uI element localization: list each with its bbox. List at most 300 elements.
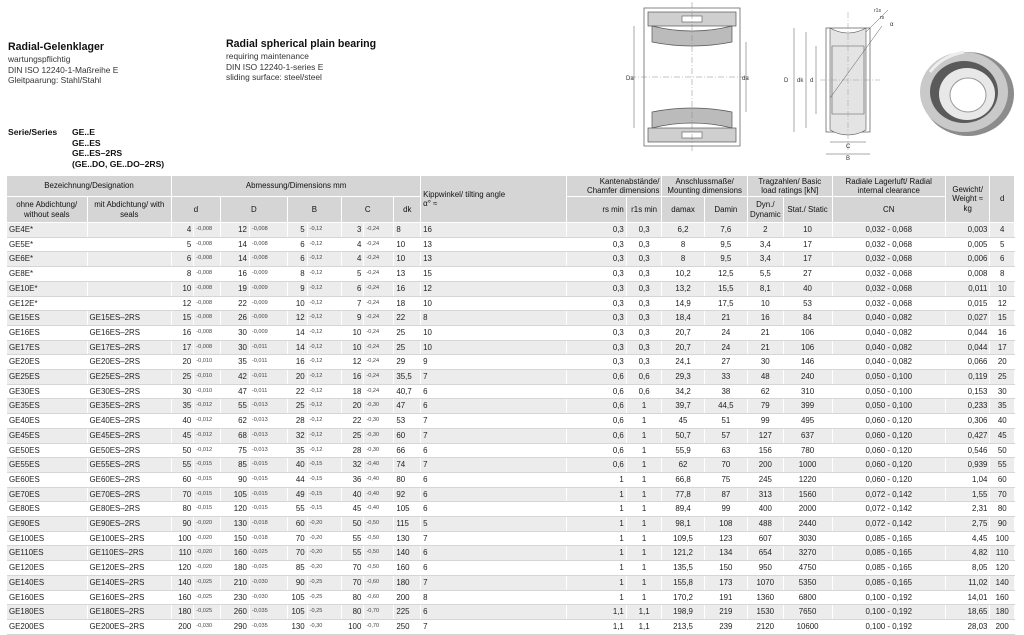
cell-tilt-angle: 6	[421, 502, 567, 517]
cell-dk: 18	[394, 296, 421, 311]
cell-d: 160	[172, 590, 194, 605]
cell-clearance-cn: 0,032 - 0,068	[832, 281, 945, 296]
cell-rs-min: 1	[566, 590, 626, 605]
cell-B-tolerance: -0,12	[307, 399, 341, 414]
cell-rs-min: 1	[566, 531, 626, 546]
cell-d-tolerance: -0,025	[194, 590, 221, 605]
cell-static-load: 310	[783, 384, 832, 399]
cell-B-tolerance: -0,20	[307, 531, 341, 546]
cell-B-tolerance: -0,12	[307, 370, 341, 385]
cell-d-tolerance: -0,020	[194, 561, 221, 576]
cell-d: 6	[172, 252, 194, 267]
cell-rs-min: 1	[566, 517, 626, 532]
cell-D-tolerance: -0,009	[249, 296, 287, 311]
cell-static-load: 4750	[783, 561, 832, 576]
cell-B: 12	[287, 311, 307, 326]
cell-D: 290	[220, 619, 249, 634]
table-row	[7, 237, 1015, 252]
cell-d-end: 90	[990, 517, 1015, 532]
cell-D: 62	[220, 414, 249, 429]
cell-D-tolerance: -0,030	[249, 590, 287, 605]
cell-rs-min: 1	[566, 561, 626, 576]
cell-dynamic-load: 156	[748, 443, 784, 458]
cell-d-tolerance: -0,008	[194, 281, 221, 296]
cell-D: 260	[220, 605, 249, 620]
cell-designation-without-seals: GE30ES	[7, 384, 87, 399]
cell-da-max: 198,9	[662, 605, 704, 620]
dimension-label-Da: Da	[626, 76, 634, 82]
table-row	[7, 252, 1015, 267]
cell-d-end: 45	[990, 428, 1015, 443]
table-row	[7, 267, 1015, 282]
cell-r1s-min: 0,3	[626, 281, 662, 296]
cell-dynamic-load: 1530	[748, 605, 784, 620]
cell-designation-without-seals: GE12E*	[7, 296, 87, 311]
table-row	[7, 340, 1015, 355]
cell-D: 90	[220, 472, 249, 487]
cell-designation-with-seals: GE60ES–2RS	[87, 472, 172, 487]
cell-dynamic-load: 21	[748, 340, 784, 355]
cell-designation-with-seals: GE40ES–2RS	[87, 414, 172, 429]
cell-B-tolerance: -0,12	[307, 414, 341, 429]
cell-C-tolerance: -0,70	[364, 605, 394, 620]
cell-designation-with-seals: GE70ES–2RS	[87, 487, 172, 502]
cell-da-max: 14,9	[662, 296, 704, 311]
bearing-data-table	[7, 176, 1015, 635]
cell-D: 105	[220, 487, 249, 502]
cell-d-tolerance: -0,015	[194, 472, 221, 487]
cell-tilt-angle: 7	[421, 370, 567, 385]
cell-C-tolerance: -0,24	[364, 252, 394, 267]
cell-tilt-angle: 5	[421, 517, 567, 532]
series-value: GE..E	[72, 127, 95, 137]
header-alpha: α° ≈	[423, 199, 438, 208]
cell-designation-without-seals: GE16ES	[7, 325, 87, 340]
cell-rs-min: 0,3	[566, 281, 626, 296]
cell-d-end: 20	[990, 355, 1015, 370]
cell-designation-without-seals: GE4E*	[7, 223, 87, 238]
cell-Da-min: 191	[704, 590, 747, 605]
cell-designation-with-seals	[87, 237, 172, 252]
cell-Da-min: 24	[704, 325, 747, 340]
cell-r1s-min: 0,6	[626, 370, 662, 385]
cell-da-max: 18,4	[662, 311, 704, 326]
header-Da-min: Damin	[704, 197, 747, 223]
cell-d-end: 30	[990, 384, 1015, 399]
cell-clearance-cn: 0,072 - 0,142	[832, 517, 945, 532]
cell-r1s-min: 1	[626, 561, 662, 576]
cell-B-tolerance: -0,12	[307, 340, 341, 355]
cell-r1s-min: 0,3	[626, 252, 662, 267]
cell-d: 200	[172, 619, 194, 634]
cell-B-tolerance: -0,25	[307, 605, 341, 620]
cell-clearance-cn: 0,085 - 0,165	[832, 531, 945, 546]
cell-d: 60	[172, 472, 194, 487]
cell-designation-without-seals: GE140ES	[7, 575, 87, 590]
header-chamfer: Kantenabstände/ Chamfer dimensions	[566, 176, 662, 197]
cell-d-end: 140	[990, 575, 1015, 590]
cell-Da-min: 123	[704, 531, 747, 546]
cell-designation-without-seals: GE35ES	[7, 399, 87, 414]
cell-C: 22	[342, 414, 364, 429]
cell-C: 4	[342, 237, 364, 252]
cell-B-tolerance: -0,15	[307, 502, 341, 517]
cell-rs-min: 0,3	[566, 311, 626, 326]
cell-C: 6	[342, 281, 364, 296]
subtitle-line: DIN ISO 12240-1-Maßreihe E	[8, 64, 119, 75]
cell-clearance-cn: 0,072 - 0,142	[832, 502, 945, 517]
cell-weight: 0,003	[945, 223, 989, 238]
cell-d: 5	[172, 237, 194, 252]
cell-B: 14	[287, 325, 307, 340]
cell-weight: 0,008	[945, 267, 989, 282]
cell-dk: 25	[394, 325, 421, 340]
cell-r1s-min: 1,1	[626, 605, 662, 620]
cell-B: 90	[287, 575, 307, 590]
subtitle-line: sliding surface: steel/steel	[226, 72, 322, 82]
cell-dk: 200	[394, 590, 421, 605]
cell-B-tolerance: -0,15	[307, 487, 341, 502]
table-row	[7, 619, 1015, 634]
cell-d-end: 110	[990, 546, 1015, 561]
table-row	[7, 428, 1015, 443]
cell-B-tolerance: -0,12	[307, 311, 341, 326]
cell-tilt-angle: 12	[421, 281, 567, 296]
cell-d-tolerance: -0,020	[194, 517, 221, 532]
cell-da-max: 50,7	[662, 428, 704, 443]
cell-designation-without-seals: GE70ES	[7, 487, 87, 502]
cell-C: 3	[342, 223, 364, 238]
cell-designation-with-seals: GE50ES–2RS	[87, 443, 172, 458]
cell-d-end: 17	[990, 340, 1015, 355]
cell-B: 8	[287, 267, 307, 282]
cell-D: 30	[220, 340, 249, 355]
cell-dk: 40,7	[394, 384, 421, 399]
cell-r1s-min: 1	[626, 399, 662, 414]
cell-designation-without-seals: GE55ES	[7, 458, 87, 473]
cell-da-max: 10,2	[662, 267, 704, 282]
cell-D-tolerance: -0,015	[249, 487, 287, 502]
cell-static-load: 10600	[783, 619, 832, 634]
cell-dk: 80	[394, 472, 421, 487]
cell-C: 7	[342, 296, 364, 311]
cell-B-tolerance: -0,12	[307, 355, 341, 370]
cell-dk: 53	[394, 414, 421, 429]
cell-dk: 250	[394, 619, 421, 634]
cell-r1s-min: 1	[626, 414, 662, 429]
cell-designation-without-seals: GE20ES	[7, 355, 87, 370]
cell-C-tolerance: -0,40	[364, 472, 394, 487]
cell-weight: 0,153	[945, 384, 989, 399]
cell-Da-min: 9,5	[704, 252, 747, 267]
cell-C: 10	[342, 340, 364, 355]
cell-weight: 0,006	[945, 252, 989, 267]
series-value: GE..ES	[72, 137, 101, 148]
cell-D-tolerance: -0,013	[249, 399, 287, 414]
cell-static-load: 10	[783, 223, 832, 238]
cell-r1s-min: 1	[626, 472, 662, 487]
cell-rs-min: 0,3	[566, 296, 626, 311]
cell-C-tolerance: -0,60	[364, 590, 394, 605]
cell-d: 17	[172, 340, 194, 355]
cell-da-max: 8	[662, 237, 704, 252]
cell-designation-with-seals: GE15ES–2RS	[87, 311, 172, 326]
title-german: Radial-Gelenklager	[8, 41, 104, 53]
cell-Da-min: 173	[704, 575, 747, 590]
cell-designation-without-seals: GE15ES	[7, 311, 87, 326]
cell-d-end: 4	[990, 223, 1015, 238]
cell-designation-without-seals: GE80ES	[7, 502, 87, 517]
cell-weight: 0,233	[945, 399, 989, 414]
cell-r1s-min: 0,3	[626, 223, 662, 238]
cell-d-end: 15	[990, 311, 1015, 326]
cell-static-load: 3270	[783, 546, 832, 561]
cell-C: 25	[342, 428, 364, 443]
cell-D: 19	[220, 281, 249, 296]
cell-d: 8	[172, 267, 194, 282]
cell-da-max: 170,2	[662, 590, 704, 605]
cell-tilt-angle: 9	[421, 355, 567, 370]
cell-Da-min: 15,5	[704, 281, 747, 296]
cell-designation-with-seals: GE110ES–2RS	[87, 546, 172, 561]
header-r1s-min: r1s min	[626, 197, 662, 223]
cell-B: 49	[287, 487, 307, 502]
cell-designation-with-seals: GE100ES–2RS	[87, 531, 172, 546]
cell-B: 20	[287, 370, 307, 385]
cell-weight: 18,65	[945, 605, 989, 620]
cell-r1s-min: 1	[626, 590, 662, 605]
cell-B-tolerance: -0,25	[307, 575, 341, 590]
cell-dk: 92	[394, 487, 421, 502]
cell-dk: 29	[394, 355, 421, 370]
header-D: D	[220, 197, 287, 223]
cell-d: 50	[172, 443, 194, 458]
cell-tilt-angle: 6	[421, 384, 567, 399]
dimension-label-alpha: α	[890, 22, 894, 28]
cell-static-load: 495	[783, 414, 832, 429]
cell-d-end: 200	[990, 619, 1015, 634]
cell-r1s-min: 0,3	[626, 355, 662, 370]
cell-d-tolerance: -0,020	[194, 546, 221, 561]
cell-d-end: 100	[990, 531, 1015, 546]
cell-rs-min: 0,6	[566, 414, 626, 429]
table-row	[7, 472, 1015, 487]
title-block-german	[8, 41, 118, 86]
cell-D: 68	[220, 428, 249, 443]
cell-D-tolerance: -0,035	[249, 619, 287, 634]
table-row	[7, 443, 1015, 458]
cell-dynamic-load: 127	[748, 428, 784, 443]
cell-weight: 0,011	[945, 281, 989, 296]
cell-weight: 0,939	[945, 458, 989, 473]
cell-d: 16	[172, 325, 194, 340]
cell-d-tolerance: -0,012	[194, 399, 221, 414]
cell-d-tolerance: -0,008	[194, 267, 221, 282]
cell-weight: 0,306	[945, 414, 989, 429]
cell-designation-with-seals: GE20ES–2RS	[87, 355, 172, 370]
cell-rs-min: 1,1	[566, 619, 626, 634]
cell-C-tolerance: -0,60	[364, 575, 394, 590]
cell-B: 25	[287, 399, 307, 414]
cell-d: 12	[172, 296, 194, 311]
cell-rs-min: 0,3	[566, 340, 626, 355]
header-clearance: Radiale Lagerluft/ Radial internal clearance	[832, 176, 945, 197]
cell-tilt-angle: 6	[421, 443, 567, 458]
cell-D: 85	[220, 458, 249, 473]
cell-clearance-cn: 0,050 - 0,100	[832, 399, 945, 414]
cell-D-tolerance: -0,025	[249, 561, 287, 576]
cell-D: 42	[220, 370, 249, 385]
cell-clearance-cn: 0,060 - 0,120	[832, 428, 945, 443]
cell-designation-without-seals: GE200ES	[7, 619, 87, 634]
cell-C: 80	[342, 590, 364, 605]
cell-d: 55	[172, 458, 194, 473]
cell-d-tolerance: -0,030	[194, 619, 221, 634]
header-dk: dk	[394, 197, 421, 223]
cell-da-max: 39,7	[662, 399, 704, 414]
cell-Da-min: 57	[704, 428, 747, 443]
cell-d-end: 12	[990, 296, 1015, 311]
cell-d-end: 50	[990, 443, 1015, 458]
cell-B: 35	[287, 443, 307, 458]
cell-B: 9	[287, 281, 307, 296]
cell-Da-min: 239	[704, 619, 747, 634]
cell-static-load: 17	[783, 237, 832, 252]
cell-static-load: 240	[783, 370, 832, 385]
cell-weight: 11,02	[945, 575, 989, 590]
cell-weight: 1,55	[945, 487, 989, 502]
cell-tilt-angle: 6	[421, 546, 567, 561]
cell-B-tolerance: -0,20	[307, 517, 341, 532]
cell-B-tolerance: -0,20	[307, 546, 341, 561]
cell-B: 5	[287, 223, 307, 238]
cell-Da-min: 24	[704, 340, 747, 355]
cell-da-max: 20,7	[662, 325, 704, 340]
cell-C-tolerance: -0,24	[364, 296, 394, 311]
series-value: GE..ES–2RS	[72, 148, 123, 159]
cell-d-end: 70	[990, 487, 1015, 502]
cell-D: 130	[220, 517, 249, 532]
header-without-seals: ohne Abdichtung/ without seals	[7, 197, 87, 223]
dimension-label-dk: dk	[797, 78, 804, 84]
cell-B: 60	[287, 517, 307, 532]
cell-D: 14	[220, 252, 249, 267]
header-mounting: Anschlussmaße/ Mounting dimensions	[662, 176, 748, 197]
cell-weight: 4,45	[945, 531, 989, 546]
cell-static-load: 5350	[783, 575, 832, 590]
cell-D: 16	[220, 267, 249, 282]
cell-d-tolerance: -0,015	[194, 502, 221, 517]
cell-d-tolerance: -0,008	[194, 340, 221, 355]
cell-designation-without-seals: GE180ES	[7, 605, 87, 620]
cell-C: 12	[342, 355, 364, 370]
cell-d-tolerance: -0,008	[194, 237, 221, 252]
cell-dk: 140	[394, 546, 421, 561]
cell-r1s-min: 0,3	[626, 311, 662, 326]
cell-static-load: 1560	[783, 487, 832, 502]
cell-Da-min: 38	[704, 384, 747, 399]
cell-tilt-angle: 7	[421, 619, 567, 634]
cell-static-load: 3030	[783, 531, 832, 546]
cell-C-tolerance: -0,30	[364, 428, 394, 443]
cell-d: 80	[172, 502, 194, 517]
cell-designation-without-seals: GE160ES	[7, 590, 87, 605]
cell-clearance-cn: 0,100 - 0,192	[832, 605, 945, 620]
cell-B-tolerance: -0,12	[307, 281, 341, 296]
cell-D: 30	[220, 325, 249, 340]
cell-r1s-min: 1	[626, 458, 662, 473]
header-weight: Gewicht/ Weight ≈ kg	[945, 176, 989, 223]
cell-B-tolerance: -0,15	[307, 458, 341, 473]
cell-B-tolerance: -0,25	[307, 590, 341, 605]
cell-da-max: 29,3	[662, 370, 704, 385]
table-row	[7, 531, 1015, 546]
cell-designation-with-seals: GE180ES–2RS	[87, 605, 172, 620]
cell-B-tolerance: -0,12	[307, 325, 341, 340]
cell-Da-min: 7,6	[704, 223, 747, 238]
cell-static-load: 17	[783, 252, 832, 267]
cell-da-max: 13,2	[662, 281, 704, 296]
table-row	[7, 458, 1015, 473]
cell-D: 47	[220, 384, 249, 399]
cell-tilt-angle: 10	[421, 296, 567, 311]
cell-da-max: 55,9	[662, 443, 704, 458]
cell-d: 45	[172, 428, 194, 443]
cell-B: 10	[287, 296, 307, 311]
cell-D: 150	[220, 531, 249, 546]
cell-Da-min: 75	[704, 472, 747, 487]
table-row	[7, 370, 1015, 385]
cell-B: 70	[287, 546, 307, 561]
cell-C: 70	[342, 561, 364, 576]
cell-r1s-min: 1	[626, 428, 662, 443]
cell-C-tolerance: -0,50	[364, 531, 394, 546]
cell-dynamic-load: 2	[748, 223, 784, 238]
cell-tilt-angle: 8	[421, 590, 567, 605]
cell-d-tolerance: -0,012	[194, 443, 221, 458]
cell-C-tolerance: -0,50	[364, 561, 394, 576]
cell-weight: 0,027	[945, 311, 989, 326]
cell-C-tolerance: -0,24	[364, 340, 394, 355]
cell-Da-min: 99	[704, 502, 747, 517]
cell-rs-min: 0,6	[566, 443, 626, 458]
cell-C: 16	[342, 370, 364, 385]
cell-C: 100	[342, 619, 364, 634]
cell-D: 26	[220, 311, 249, 326]
cell-dk: 160	[394, 561, 421, 576]
cell-dynamic-load: 3,4	[748, 237, 784, 252]
cell-D-tolerance: -0,009	[249, 311, 287, 326]
cell-D: 22	[220, 296, 249, 311]
cell-weight: 14,01	[945, 590, 989, 605]
cell-designation-without-seals: GE25ES	[7, 370, 87, 385]
table-row	[7, 414, 1015, 429]
header-designation: Bezeichnung/Designation	[7, 176, 172, 197]
cell-B: 44	[287, 472, 307, 487]
bearing-dimension-drawing	[770, 2, 900, 162]
cell-C: 70	[342, 575, 364, 590]
cell-dynamic-load: 16	[748, 311, 784, 326]
cell-C-tolerance: -0,24	[364, 355, 394, 370]
cell-static-load: 40	[783, 281, 832, 296]
cell-Da-min: 33	[704, 370, 747, 385]
cell-dk: 130	[394, 531, 421, 546]
cell-d-end: 40	[990, 414, 1015, 429]
header-dynamic: Dyn./ Dynamic	[748, 197, 784, 223]
cell-B: 105	[287, 590, 307, 605]
cell-tilt-angle: 10	[421, 340, 567, 355]
cell-tilt-angle: 16	[421, 223, 567, 238]
